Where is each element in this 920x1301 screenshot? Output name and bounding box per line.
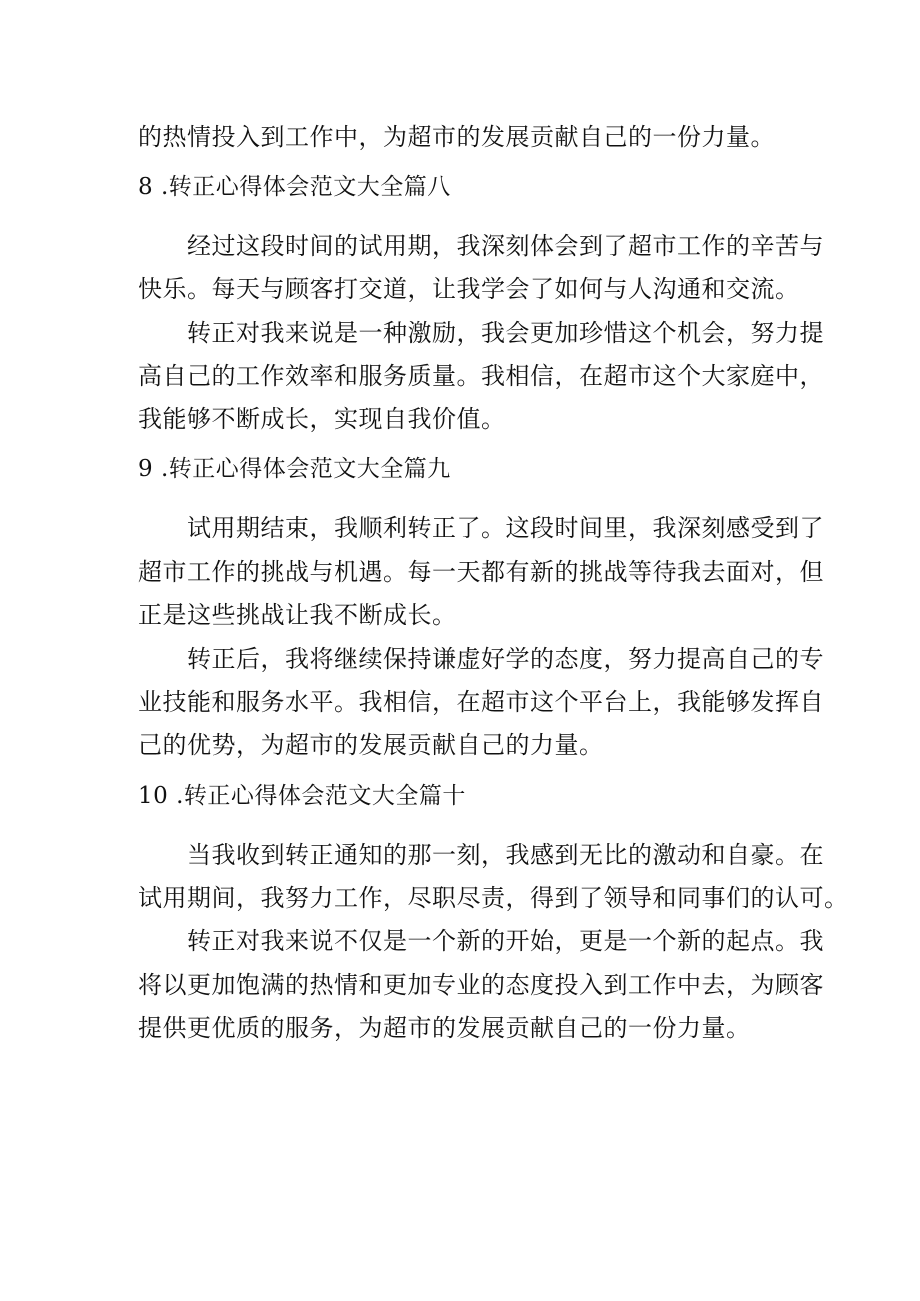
paragraph-line: 提供更优质的服务，为超市的发展贡献自己的一份力量。 [138, 1014, 751, 1042]
paragraph-line: 高自己的工作效率和服务质量。我相信，在超市这个大家庭中， [138, 362, 824, 390]
paragraph-line: 将以更加饱满的热情和更加专业的态度投入到工作中去，为顾客 [138, 971, 824, 999]
paragraph-line: 经过这段时间的试用期，我深刻体会到了超市工作的辛苦与 [187, 232, 824, 260]
paragraph-line: 转正对我来说不仅是一个新的开始，更是一个新的起点。我 [187, 927, 824, 955]
paragraph-line: 当我收到转正通知的那一刻，我感到无比的激动和自豪。在 [187, 841, 824, 869]
paragraph-line: 正是这些挑战让我不断成长。 [138, 601, 457, 629]
section-heading-9: 9 .转正心得体会范文大全篇九 [138, 456, 451, 482]
paragraph-line: 试用期结束，我顺利转正了。这段时间里，我深刻感受到了 [187, 514, 824, 542]
paragraph-line: 试用期间，我努力工作，尽职尽责，得到了领导和同事们的认可。 [138, 884, 849, 912]
continuation-line: 的热情投入到工作中，为超市的发展贡献自己的一份力量。 [138, 123, 775, 151]
paragraph-line: 我能够不断成长，实现自我价值。 [138, 405, 506, 433]
paragraph-line: 超市工作的挑战与机遇。每一天都有新的挑战等待我去面对，但 [138, 558, 824, 586]
paragraph-line: 转正后，我将继续保持谦虚好学的态度，努力提高自己的专 [187, 645, 824, 673]
paragraph-line: 转正对我来说是一种激励，我会更加珍惜这个机会，努力提 [187, 319, 824, 347]
paragraph-line: 业技能和服务水平。我相信，在超市这个平台上，我能够发挥自 [138, 688, 824, 716]
section-heading-10: 10 .转正心得体会范文大全篇十 [138, 783, 466, 809]
paragraph-line: 快乐。每天与顾客打交道，让我学会了如何与人沟通和交流。 [138, 275, 800, 303]
paragraph-line: 己的优势，为超市的发展贡献自己的力量。 [138, 731, 604, 759]
section-heading-8: 8 .转正心得体会范文大全篇八 [138, 174, 451, 200]
